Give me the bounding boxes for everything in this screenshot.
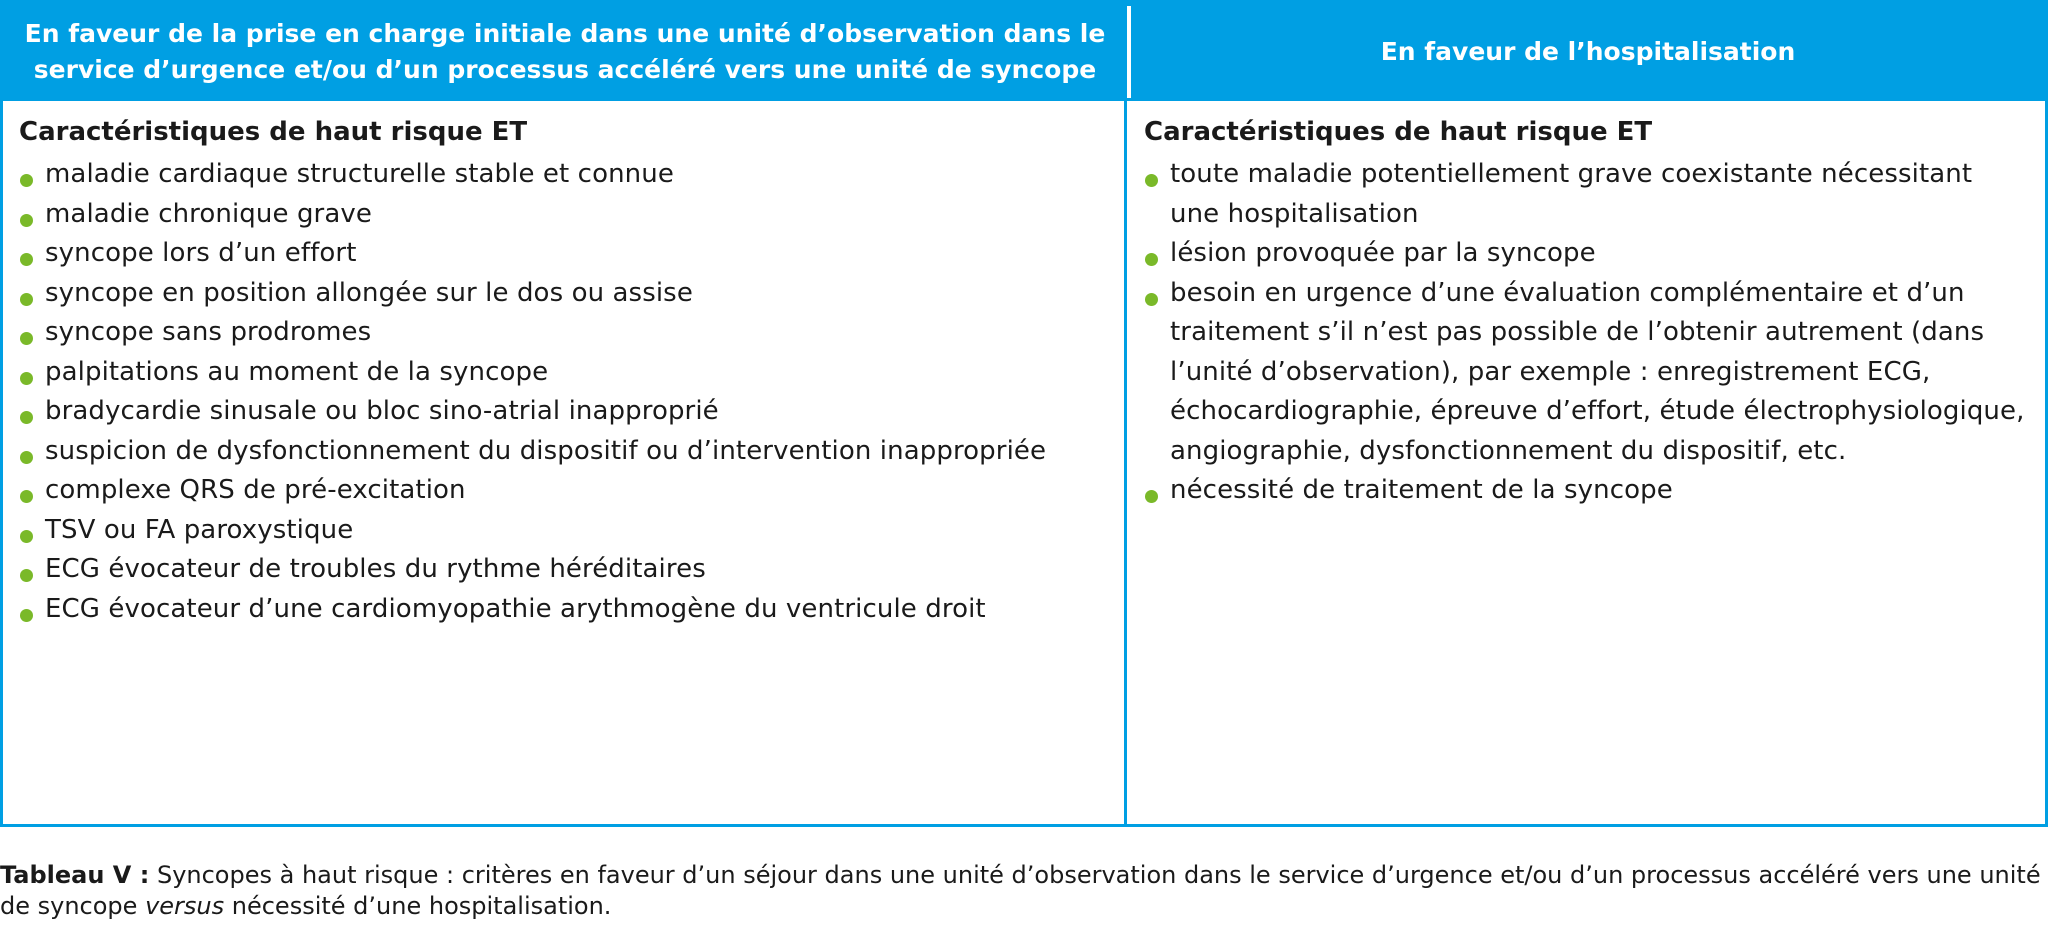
- list-item: [1144, 471, 2029, 511]
- list-item-text: toute maladie potentiellement grave coexistante nécessitant une hospitalisation: [1170, 159, 1973, 229]
- bullet-icon: [20, 490, 33, 503]
- list-item: [19, 392, 1108, 432]
- list-item-text: besoin en urgence d’une évaluation complémentaire et d’un traitement s’il n’est pas possible de l’obtenir autrement (dans l’unité d’observation), par exemple : enregistrement ECG, échocardiographie, épreuve d’effort, étude électrophysiologique, angiographie, dysfonctionnement du dispositif, etc.: [1170, 277, 2025, 466]
- observation-unit-column: [3, 101, 1127, 824]
- bullet-icon: [1145, 174, 1158, 187]
- list-item: [1144, 155, 2029, 234]
- right-criteria-list: [1144, 155, 2029, 511]
- list-item: [19, 313, 1108, 353]
- table-body-row: [3, 101, 2045, 824]
- caption-italic: versus: [145, 892, 225, 920]
- bullet-icon: [1145, 293, 1158, 306]
- bullet-icon: [1145, 253, 1158, 266]
- left-criteria-list: [19, 155, 1108, 629]
- list-item: [1144, 234, 2029, 274]
- list-item-text: maladie chronique grave: [45, 198, 372, 229]
- caption-label: Tableau V :: [0, 861, 150, 889]
- bullet-icon: [20, 293, 33, 306]
- list-item-text: syncope lors d’un effort: [45, 238, 357, 268]
- table-caption: [0, 860, 2048, 922]
- right-column-heading: Caractéristiques de haut risque ET: [1144, 117, 1653, 147]
- list-item-text: bradycardie sinusale ou bloc sino-atrial inapproprié: [45, 396, 719, 426]
- list-item: [19, 274, 1108, 314]
- list-item-text: ECG évocateur de troubles du rythme héréditaires: [45, 554, 706, 584]
- list-item-text: maladie cardiaque structurelle stable et connue: [45, 159, 674, 189]
- list-item: [19, 590, 1108, 630]
- list-item: [19, 195, 1108, 235]
- list-item: [19, 353, 1108, 393]
- bullet-icon: [20, 332, 33, 345]
- list-item: [19, 550, 1108, 590]
- hospitalisation-column: [1127, 101, 2045, 824]
- list-item-text: syncope sans prodromes: [45, 317, 372, 347]
- list-item-text: lésion provoquée par la syncope: [1170, 238, 1596, 268]
- list-item: [19, 155, 1108, 195]
- header-observation-unit: En faveur de la prise en charge initiale dans une unité d’observation dans le service d’urgence et/ou d’un processus accéléré vers une unité de syncope: [24, 19, 1106, 84]
- list-item-text: TSV ou FA paroxystique: [45, 514, 354, 545]
- list-item: [1144, 274, 2029, 472]
- left-column-heading: Caractéristiques de haut risque ET: [19, 117, 528, 147]
- list-item: [19, 234, 1108, 274]
- list-item-text: nécessité de traitement de la syncope: [1170, 475, 1673, 505]
- bullet-icon: [20, 609, 33, 622]
- caption-text: Syncopes à haut risque : critères en faveur d’un séjour dans une unité d’observation dans le service d’urgence et/ou d’un processus accéléré vers une unité de syncope: [0, 861, 2041, 920]
- bullet-icon: [20, 214, 33, 227]
- list-item-text: complexe QRS de pré-excitation: [45, 475, 466, 505]
- header-hospitalisation: En faveur de l’hospitalisation: [1380, 37, 1796, 66]
- bullet-icon: [20, 372, 33, 385]
- bullet-icon: [20, 411, 33, 424]
- bullet-icon: [20, 253, 33, 266]
- bullet-icon: [20, 530, 33, 543]
- bullet-icon: [20, 174, 33, 187]
- list-item-text: palpitations au moment de la syncope: [45, 356, 549, 387]
- bullet-icon: [20, 451, 33, 464]
- list-item-text: syncope en position allongée sur le dos ou assise: [45, 277, 693, 308]
- caption-text-end: nécessité d’une hospitalisation.: [224, 892, 612, 920]
- bullet-icon: [1145, 490, 1158, 503]
- list-item: [19, 511, 1108, 551]
- list-item: [19, 432, 1108, 472]
- list-item-text: ECG évocateur d’une cardiomyopathie arythmogène du ventricule droit: [45, 593, 986, 624]
- bullet-icon: [20, 569, 33, 582]
- table-header-row: [3, 3, 2045, 101]
- list-item: [19, 471, 1108, 511]
- list-item-text: suspicion de dysfonctionnement du dispositif ou d’intervention inappropriée: [45, 435, 1047, 466]
